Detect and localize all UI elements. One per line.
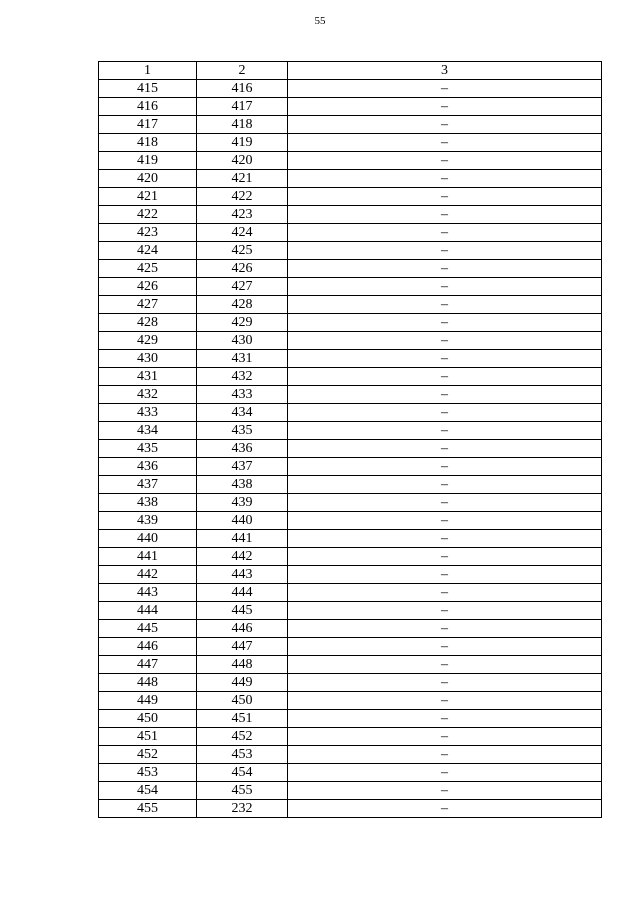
table-cell-col-2: 439 bbox=[197, 494, 288, 512]
table-cell-col-2: 417 bbox=[197, 98, 288, 116]
table-cell-col-2: 438 bbox=[197, 476, 288, 494]
table-row bbox=[99, 566, 602, 584]
table-cell-col-3: – bbox=[288, 512, 602, 530]
table-cell-col-1: 443 bbox=[99, 584, 197, 602]
table-cell-col-1: 440 bbox=[99, 530, 197, 548]
table-row bbox=[99, 188, 602, 206]
table-row bbox=[99, 620, 602, 638]
table-row bbox=[99, 548, 602, 566]
table-cell-col-2: 421 bbox=[197, 170, 288, 188]
table-row bbox=[99, 692, 602, 710]
table-row bbox=[99, 206, 602, 224]
table-cell-col-1: 422 bbox=[99, 206, 197, 224]
table-cell-col-1: 432 bbox=[99, 386, 197, 404]
table-cell-col-2: 440 bbox=[197, 512, 288, 530]
table-cell-col-1: 427 bbox=[99, 296, 197, 314]
table-cell-col-3: – bbox=[288, 386, 602, 404]
table-cell-col-3: – bbox=[288, 314, 602, 332]
table-cell-col-1: 441 bbox=[99, 548, 197, 566]
table-cell-col-2: 427 bbox=[197, 278, 288, 296]
table-row bbox=[99, 296, 602, 314]
table-cell-col-3: – bbox=[288, 332, 602, 350]
table-cell-col-3: – bbox=[288, 602, 602, 620]
table-row bbox=[99, 368, 602, 386]
table-cell-col-1: 434 bbox=[99, 422, 197, 440]
table-cell-col-1: 444 bbox=[99, 602, 197, 620]
table-cell-col-2: 452 bbox=[197, 728, 288, 746]
column-header-3: 3 bbox=[288, 62, 602, 80]
table-row bbox=[99, 422, 602, 440]
table-cell-col-3: – bbox=[288, 206, 602, 224]
table-row bbox=[99, 674, 602, 692]
table-cell-col-3: – bbox=[288, 566, 602, 584]
table-cell-col-3: – bbox=[288, 674, 602, 692]
table-cell-col-3: – bbox=[288, 260, 602, 278]
table-cell-col-3: – bbox=[288, 422, 602, 440]
column-header-2: 2 bbox=[197, 62, 288, 80]
table-cell-col-2: 423 bbox=[197, 206, 288, 224]
column-header-1: 1 bbox=[99, 62, 197, 80]
table-cell-col-2: 416 bbox=[197, 80, 288, 98]
table-row bbox=[99, 242, 602, 260]
table-cell-col-1: 415 bbox=[99, 80, 197, 98]
table-cell-col-3: – bbox=[288, 530, 602, 548]
table-cell-col-2: 429 bbox=[197, 314, 288, 332]
table-row bbox=[99, 656, 602, 674]
table-cell-col-3: – bbox=[288, 764, 602, 782]
table-cell-col-3: – bbox=[288, 188, 602, 206]
table-cell-col-1: 435 bbox=[99, 440, 197, 458]
table-row bbox=[99, 728, 602, 746]
table-row bbox=[99, 494, 602, 512]
table-cell-col-1: 439 bbox=[99, 512, 197, 530]
table-cell-col-2: 433 bbox=[197, 386, 288, 404]
table-row bbox=[99, 512, 602, 530]
table-cell-col-3: – bbox=[288, 584, 602, 602]
table-cell-col-1: 416 bbox=[99, 98, 197, 116]
table-cell-col-1: 428 bbox=[99, 314, 197, 332]
table-row bbox=[99, 404, 602, 422]
page-number: 55 bbox=[314, 15, 326, 27]
table-row bbox=[99, 152, 602, 170]
table-row bbox=[99, 440, 602, 458]
table-row bbox=[99, 710, 602, 728]
table-cell-col-3: – bbox=[288, 746, 602, 764]
table-row bbox=[99, 638, 602, 656]
table-cell-col-1: 450 bbox=[99, 710, 197, 728]
table-cell-col-3: – bbox=[288, 620, 602, 638]
table-cell-col-1: 445 bbox=[99, 620, 197, 638]
data-table bbox=[98, 61, 602, 818]
table-cell-col-3: – bbox=[288, 476, 602, 494]
table-cell-col-3: – bbox=[288, 710, 602, 728]
table-cell-col-1: 430 bbox=[99, 350, 197, 368]
table-cell-col-3: – bbox=[288, 170, 602, 188]
table-row bbox=[99, 224, 602, 242]
table-row bbox=[99, 116, 602, 134]
table-cell-col-1: 455 bbox=[99, 800, 197, 818]
table-cell-col-2: 437 bbox=[197, 458, 288, 476]
table-cell-col-1: 452 bbox=[99, 746, 197, 764]
table-cell-col-3: – bbox=[288, 728, 602, 746]
table-cell-col-1: 442 bbox=[99, 566, 197, 584]
table-cell-col-1: 421 bbox=[99, 188, 197, 206]
table-header-row bbox=[99, 62, 602, 80]
table-cell-col-1: 437 bbox=[99, 476, 197, 494]
table-cell-col-1: 446 bbox=[99, 638, 197, 656]
table-row bbox=[99, 80, 602, 98]
table-cell-col-1: 438 bbox=[99, 494, 197, 512]
table-body bbox=[99, 80, 602, 818]
table-row bbox=[99, 332, 602, 350]
table-cell-col-3: – bbox=[288, 692, 602, 710]
table-cell-col-2: 453 bbox=[197, 746, 288, 764]
table-cell-col-2: 426 bbox=[197, 260, 288, 278]
table-cell-col-1: 448 bbox=[99, 674, 197, 692]
table-cell-col-2: 436 bbox=[197, 440, 288, 458]
table-cell-col-2: 444 bbox=[197, 584, 288, 602]
table-cell-col-3: – bbox=[288, 782, 602, 800]
table-cell-col-2: 445 bbox=[197, 602, 288, 620]
table-cell-col-3: – bbox=[288, 224, 602, 242]
table-cell-col-2: 451 bbox=[197, 710, 288, 728]
table-cell-col-2: 447 bbox=[197, 638, 288, 656]
table-cell-col-1: 447 bbox=[99, 656, 197, 674]
table-cell-col-3: – bbox=[288, 494, 602, 512]
table-cell-col-3: – bbox=[288, 296, 602, 314]
table-row bbox=[99, 278, 602, 296]
table-row bbox=[99, 476, 602, 494]
table-cell-col-1: 426 bbox=[99, 278, 197, 296]
table-cell-col-1: 423 bbox=[99, 224, 197, 242]
table-row bbox=[99, 764, 602, 782]
table-row bbox=[99, 350, 602, 368]
table-cell-col-1: 425 bbox=[99, 260, 197, 278]
table-cell-col-2: 443 bbox=[197, 566, 288, 584]
table-cell-col-2: 441 bbox=[197, 530, 288, 548]
table-row bbox=[99, 134, 602, 152]
table-cell-col-3: – bbox=[288, 134, 602, 152]
table-row bbox=[99, 458, 602, 476]
table-cell-col-2: 450 bbox=[197, 692, 288, 710]
table-cell-col-2: 425 bbox=[197, 242, 288, 260]
table-cell-col-2: 430 bbox=[197, 332, 288, 350]
table-cell-col-2: 446 bbox=[197, 620, 288, 638]
table-cell-col-2: 455 bbox=[197, 782, 288, 800]
table-cell-col-3: – bbox=[288, 404, 602, 422]
table-row bbox=[99, 386, 602, 404]
table-cell-col-3: – bbox=[288, 800, 602, 818]
table-cell-col-3: – bbox=[288, 116, 602, 134]
table-row bbox=[99, 800, 602, 818]
table-cell-col-1: 433 bbox=[99, 404, 197, 422]
table-row bbox=[99, 782, 602, 800]
table-cell-col-1: 453 bbox=[99, 764, 197, 782]
table-cell-col-2: 420 bbox=[197, 152, 288, 170]
table-row bbox=[99, 584, 602, 602]
table-cell-col-1: 417 bbox=[99, 116, 197, 134]
table-cell-col-1: 418 bbox=[99, 134, 197, 152]
table-cell-col-2: 418 bbox=[197, 116, 288, 134]
table-row bbox=[99, 746, 602, 764]
table-cell-col-1: 429 bbox=[99, 332, 197, 350]
table-cell-col-2: 454 bbox=[197, 764, 288, 782]
table-row bbox=[99, 98, 602, 116]
table-cell-col-3: – bbox=[288, 242, 602, 260]
table-row bbox=[99, 314, 602, 332]
table-cell-col-2: 442 bbox=[197, 548, 288, 566]
table-cell-col-2: 432 bbox=[197, 368, 288, 386]
table-cell-col-3: – bbox=[288, 368, 602, 386]
table-row bbox=[99, 170, 602, 188]
table-cell-col-2: 449 bbox=[197, 674, 288, 692]
table-cell-col-2: 428 bbox=[197, 296, 288, 314]
table-row bbox=[99, 602, 602, 620]
table-cell-col-3: – bbox=[288, 350, 602, 368]
table-cell-col-1: 431 bbox=[99, 368, 197, 386]
table-cell-col-1: 424 bbox=[99, 242, 197, 260]
table-row bbox=[99, 260, 602, 278]
table-cell-col-2: 232 bbox=[197, 800, 288, 818]
table-cell-col-3: – bbox=[288, 278, 602, 296]
table-cell-col-2: 424 bbox=[197, 224, 288, 242]
table-cell-col-2: 431 bbox=[197, 350, 288, 368]
table-cell-col-2: 422 bbox=[197, 188, 288, 206]
table-cell-col-3: – bbox=[288, 548, 602, 566]
table-cell-col-2: 435 bbox=[197, 422, 288, 440]
table-cell-col-2: 448 bbox=[197, 656, 288, 674]
table-cell-col-1: 419 bbox=[99, 152, 197, 170]
table-cell-col-1: 436 bbox=[99, 458, 197, 476]
table-cell-col-3: – bbox=[288, 98, 602, 116]
table-cell-col-3: – bbox=[288, 656, 602, 674]
table-cell-col-2: 434 bbox=[197, 404, 288, 422]
table-cell-col-3: – bbox=[288, 80, 602, 98]
table-cell-col-1: 449 bbox=[99, 692, 197, 710]
table-cell-col-3: – bbox=[288, 458, 602, 476]
table-row bbox=[99, 530, 602, 548]
table-cell-col-1: 454 bbox=[99, 782, 197, 800]
table-cell-col-3: – bbox=[288, 152, 602, 170]
table-cell-col-1: 420 bbox=[99, 170, 197, 188]
table-cell-col-1: 451 bbox=[99, 728, 197, 746]
table-cell-col-2: 419 bbox=[197, 134, 288, 152]
table-cell-col-3: – bbox=[288, 638, 602, 656]
table-cell-col-3: – bbox=[288, 440, 602, 458]
